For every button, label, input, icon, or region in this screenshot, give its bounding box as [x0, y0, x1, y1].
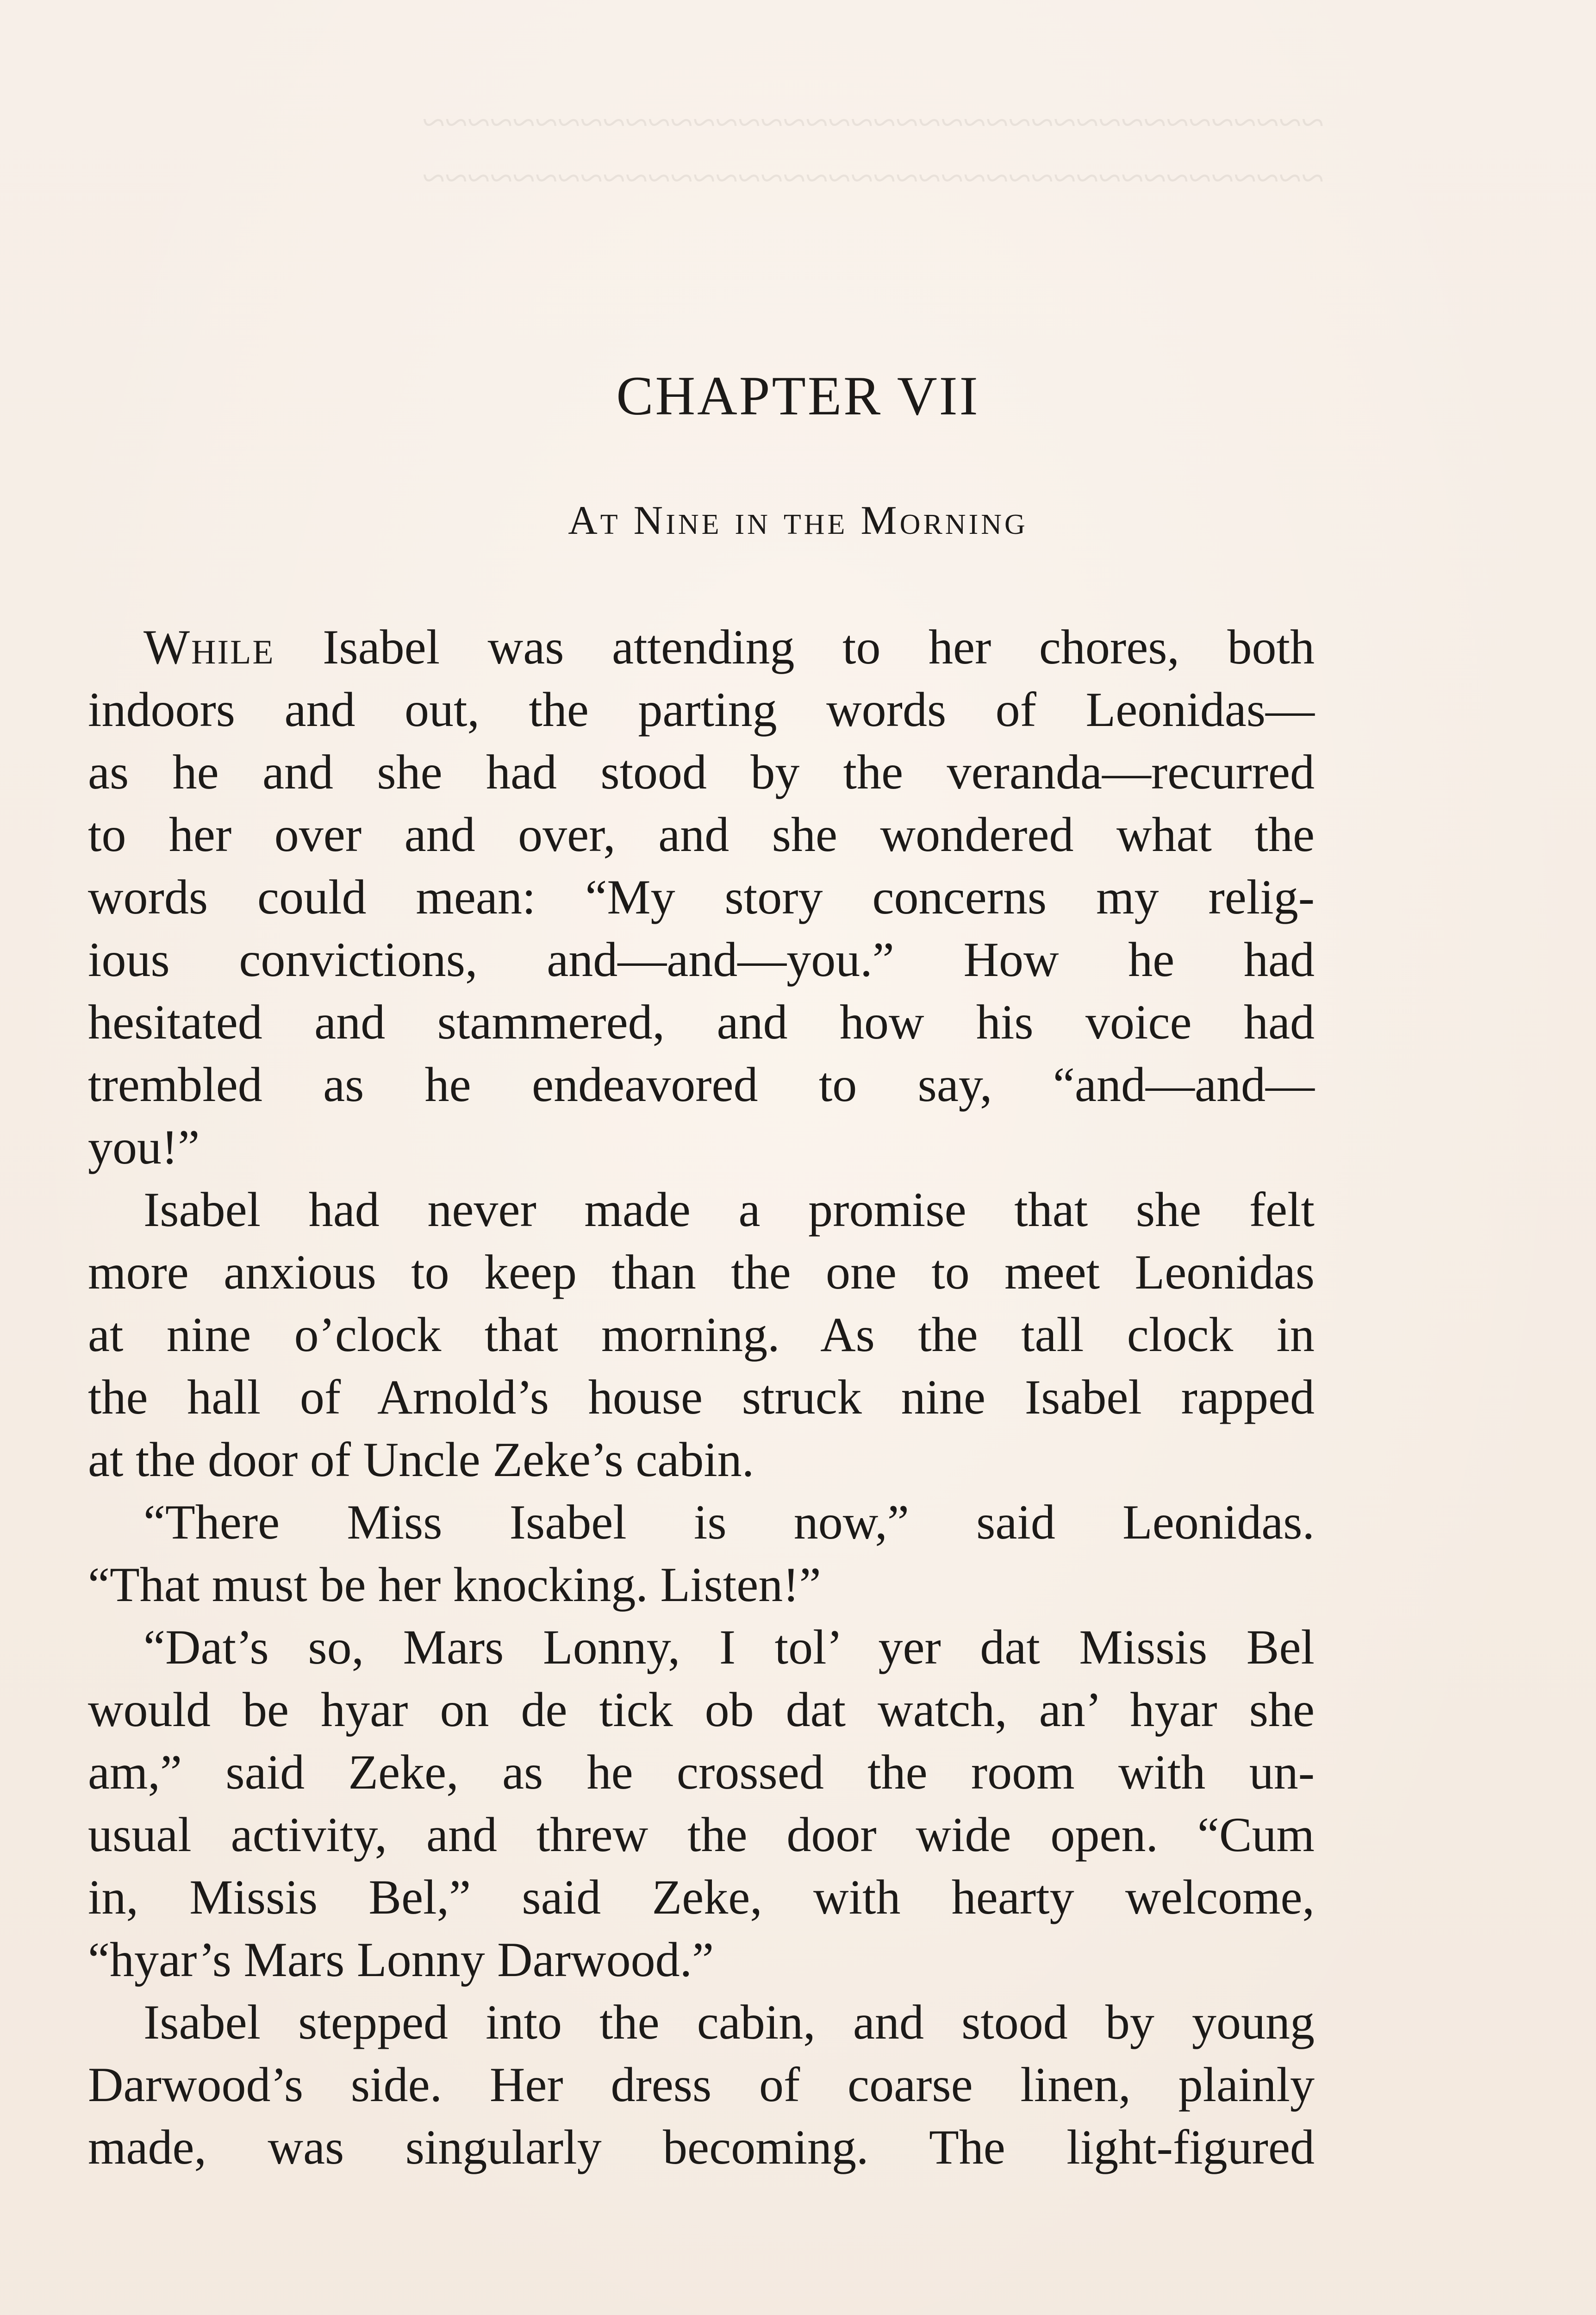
- paragraph-line: “Dat’s so, Mars Lonny, I tol’ yer dat Missis Bel: [143, 1620, 1315, 1674]
- paragraph-line: trembled as he endeavored to say, “and—and—: [88, 1057, 1315, 1112]
- paragraph-line: “There Miss Isabel is now,” said Leonidas.: [143, 1495, 1315, 1549]
- paragraph-line: usual activity, and threw the door wide open. “Cum: [88, 1808, 1315, 1862]
- paragraph-line: made, was singularly becoming. The light-figured: [88, 2120, 1315, 2174]
- paragraph-line: Darwood’s side. Her dress of coarse linen, plainly: [88, 2058, 1315, 2112]
- paragraph-line: at the door of Uncle Zeke’s cabin.: [88, 1433, 754, 1487]
- opening-word: While: [143, 620, 275, 674]
- chapter-body: [88, 616, 1315, 2178]
- paragraph-line: [88, 616, 1315, 678]
- paragraph-line: Isabel stepped into the cabin, and stood by young: [143, 1995, 1315, 2049]
- paragraph-line: indoors and out, the parting words of Leonidas—: [88, 682, 1315, 737]
- paragraph-line: “hyar’s Mars Lonny Darwood.”: [88, 1933, 714, 1987]
- paragraph-line: you!”: [88, 1120, 200, 1174]
- show-through-text: ~~~~~~~~~~~~~~~~~~~~~~~~~~~~~~~~~~~~~~~~ ~~~~~~~~~~~~~~~~~~~~~~~~~~~~~~~~~~~~~~~~: [422, 100, 1324, 201]
- chapter-subtitle: At Nine in the Morning: [568, 498, 1028, 543]
- paragraph-line: would be hyar on de tick ob dat watch, an’ hyar she: [88, 1683, 1315, 1737]
- paragraph-line: the hall of Arnold’s house struck nine Isabel rapped: [88, 1370, 1315, 1424]
- paragraph-line: to her over and over, and she wondered what the: [88, 807, 1315, 862]
- paragraph-line: more anxious to keep than the one to meet Leonidas: [88, 1245, 1315, 1299]
- line-text: Isabel was attending to her chores, both: [274, 620, 1315, 674]
- paragraph-line: as he and she had stood by the veranda—recurred: [88, 745, 1315, 799]
- paragraph-line: in, Missis Bel,” said Zeke, with hearty welcome,: [88, 1870, 1315, 1924]
- paragraph-line: ious convictions, and—and—you.” How he had: [88, 932, 1315, 987]
- paragraph-line: “That must be her knocking. Listen!”: [88, 1558, 821, 1612]
- chapter-title: CHAPTER VII: [616, 365, 980, 426]
- paragraph-line: hesitated and stammered, and how his voice had: [88, 995, 1315, 1049]
- paragraph-line: at nine o’clock that morning. As the tall clock in: [88, 1308, 1315, 1362]
- paragraph-line: Isabel had never made a promise that she felt: [143, 1183, 1315, 1237]
- paragraph-line: am,” said Zeke, as he crossed the room with un-: [88, 1745, 1315, 1799]
- paragraph-line: words could mean: “My story concerns my relig-: [88, 870, 1315, 924]
